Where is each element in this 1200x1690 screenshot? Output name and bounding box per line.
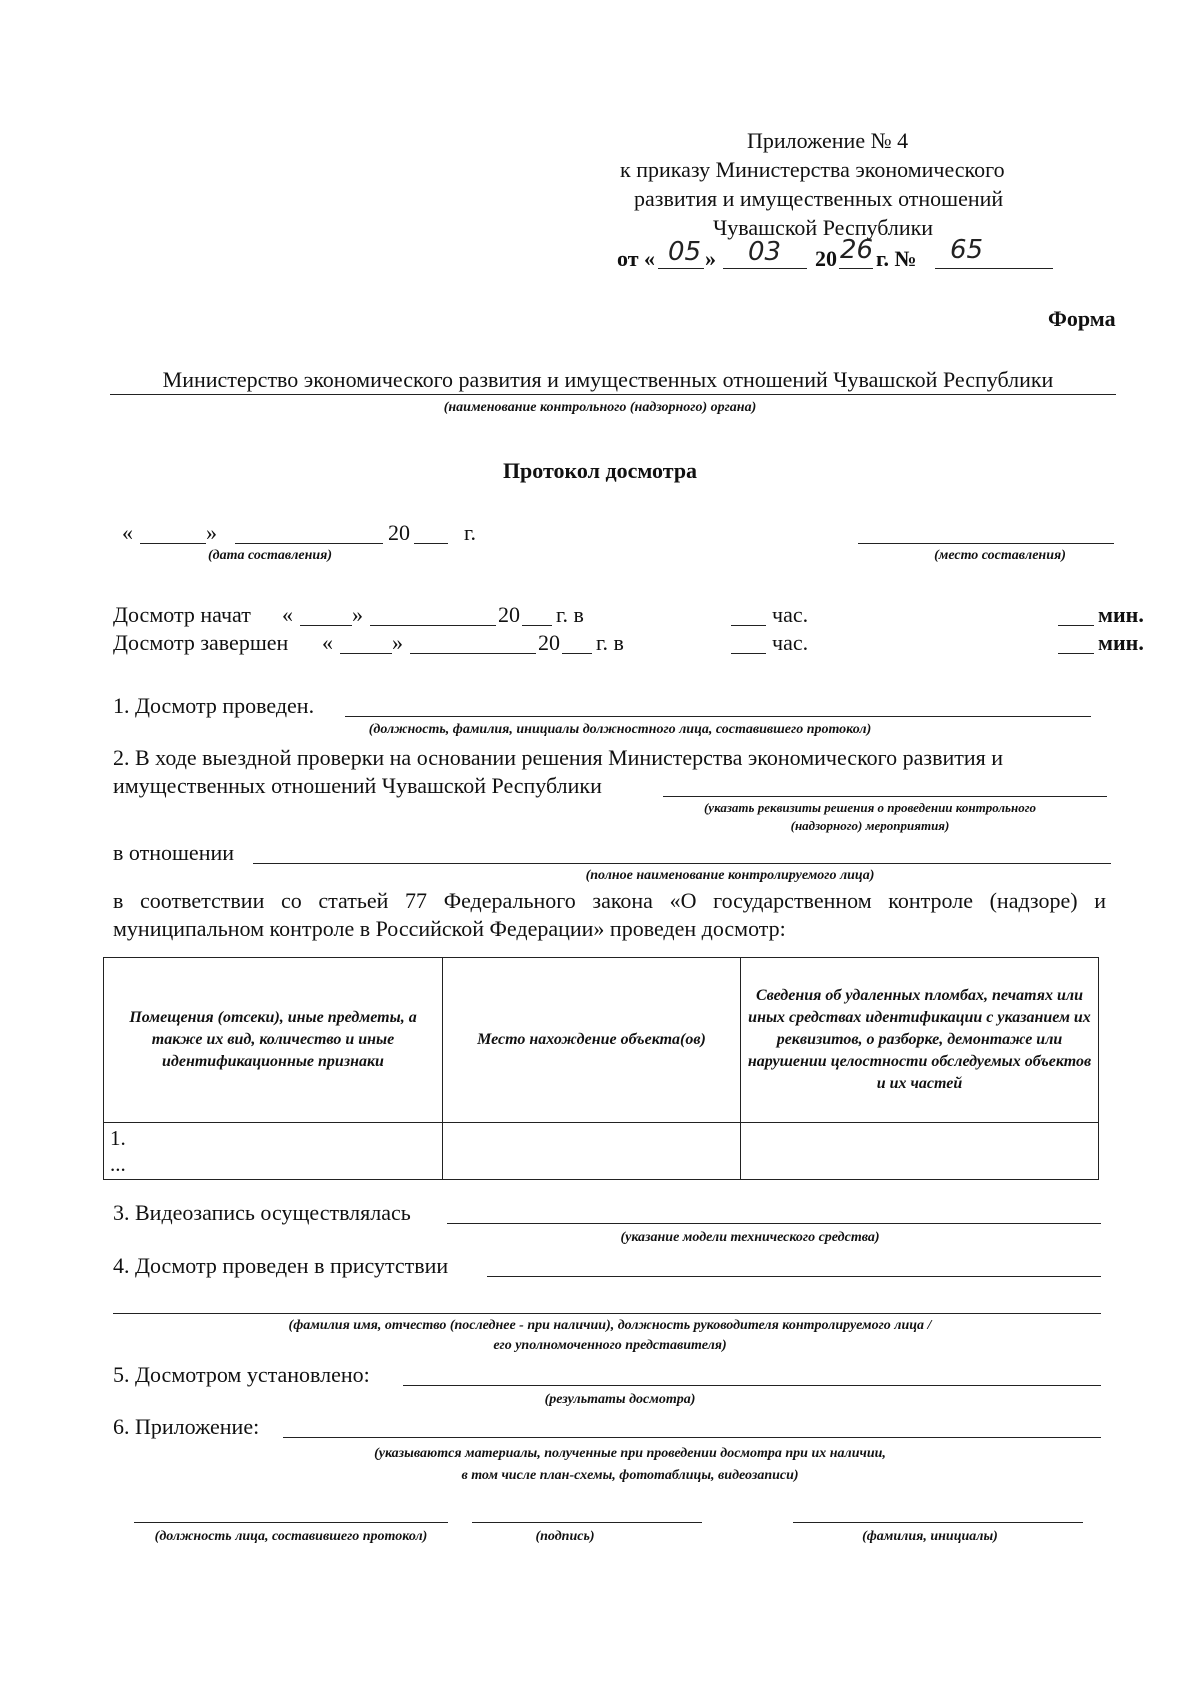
date-mid: » — [705, 246, 716, 271]
date-day-handwritten: 05 — [668, 237, 702, 267]
item5-caption: (результаты досмотра) — [544, 1392, 696, 1407]
end-day-line — [340, 653, 392, 654]
item2-line — [663, 796, 1107, 797]
table-cell-location — [443, 1123, 741, 1180]
table-cell-seals — [741, 1123, 1099, 1180]
end-minutes-line — [1058, 653, 1094, 654]
date-year-handwritten: 26 — [840, 235, 874, 265]
start-minutes-label: мин. — [1098, 602, 1144, 627]
item1-line — [345, 716, 1091, 717]
end-close-quote: » — [392, 630, 403, 655]
item3-line — [447, 1223, 1101, 1224]
start-hours-label: час. — [772, 602, 809, 627]
compose-month-line — [235, 543, 383, 544]
item1-label: 1. Досмотр проведен. — [113, 693, 315, 718]
item4-line — [487, 1276, 1101, 1277]
end-year-prefix: 20 — [538, 630, 560, 655]
date-month-handwritten: 03 — [748, 237, 782, 267]
signature-name-line — [793, 1522, 1083, 1523]
end-open-quote: « — [322, 630, 333, 655]
item2-line2: имущественных отношений Чувашской Республики — [113, 773, 602, 798]
item4-label: 4. Досмотр проведен в присутствии — [113, 1253, 449, 1278]
authority-name: Министерство экономического развития и имущественных отношений Чувашской Республики — [162, 367, 1054, 392]
end-year-line — [562, 653, 592, 654]
item3-caption: (указание модели технического средства) — [620, 1230, 880, 1245]
inspection-start-label: Досмотр начат — [113, 602, 251, 627]
compose-year-line — [414, 543, 448, 544]
end-minutes-label: мин. — [1098, 630, 1144, 655]
regarding-label: в отношении — [113, 840, 235, 865]
item2-caption1: (указать реквизиты решения о проведении контрольного — [703, 800, 1037, 815]
end-hours-label: час. — [772, 630, 809, 655]
table-header-seals: Сведения об удаленных пломбах, печатях или иных средствах идентификации с указанием их реквизитов, о разборке, демонтаже или нарушении целостности обследуемых объектов и их частей — [741, 958, 1099, 1123]
date-day-line — [658, 268, 704, 269]
date-year-line — [839, 268, 873, 269]
item4-caption1: (фамилия имя, отчество (последнее - при наличии), должность руководителя контролируемого лица / — [288, 1318, 932, 1333]
start-month-line — [370, 625, 496, 626]
signature-position-caption: (должность лица, составившего протокол) — [154, 1529, 428, 1544]
authority-line — [110, 394, 1116, 395]
order-no-handwritten: 65 — [950, 235, 984, 265]
item5-label: 5. Досмотром установлено: — [113, 1362, 370, 1387]
table-cell-premises — [104, 1123, 443, 1180]
end-hours-line — [731, 653, 766, 654]
appendix-line1: Приложение № 4 — [747, 128, 909, 153]
start-year-suffix: г. в — [556, 602, 584, 627]
page-title: Протокол досмотра — [502, 458, 698, 483]
item3-label: 3. Видеозапись осуществлялась — [113, 1200, 411, 1225]
inspection-table — [103, 957, 1099, 1180]
date-month-line — [723, 268, 807, 269]
item6-label: 6. Приложение: — [113, 1414, 260, 1439]
compose-date-caption: (дата составления) — [207, 548, 333, 563]
regarding-line — [253, 863, 1111, 864]
law-line1: в соответствии со статьей 77 Федерального закона «О государственном контроле (надзоре) и — [113, 888, 1106, 913]
start-close-quote: » — [352, 602, 363, 627]
signature-caption: (подпись) — [535, 1529, 595, 1544]
authority-caption: (наименование контрольного (надзорного) органа) — [443, 400, 757, 415]
compose-place-caption: (место составления) — [934, 548, 1066, 563]
compose-day-line — [140, 543, 206, 544]
item4-line2 — [113, 1313, 1101, 1314]
start-open-quote: « — [282, 602, 293, 627]
start-minutes-line — [1058, 625, 1094, 626]
compose-open-quote: « — [122, 520, 133, 545]
end-year-suffix: г. в — [596, 630, 624, 655]
table-row — [104, 1123, 1099, 1180]
compose-place-line — [858, 543, 1114, 544]
regarding-caption: (полное наименование контролируемого лица) — [585, 868, 875, 883]
item6-caption2: в том числе план-схемы, фототаблицы, видеозаписи) — [461, 1468, 799, 1483]
signature-position-line — [134, 1522, 448, 1523]
start-hours-line — [731, 625, 766, 626]
item1-caption: (должность, фамилия, инициалы должностного лица, составившего протокол) — [368, 722, 872, 737]
appendix-line3: развития и имущественных отношений — [634, 186, 1004, 211]
compose-close-quote: » — [206, 520, 217, 545]
item6-line — [283, 1437, 1101, 1438]
appendix-line4: Чувашской Республики — [713, 215, 934, 240]
end-month-line — [410, 653, 536, 654]
start-day-line — [300, 625, 352, 626]
item6-caption1: (указываются материалы, полученные при проведении досмотра при их наличии, — [374, 1446, 886, 1461]
compose-year-prefix: 20 — [388, 520, 410, 545]
table-row-ellipsis: ... — [110, 1152, 126, 1176]
table-header-row — [104, 958, 1099, 1123]
start-year-line — [522, 625, 552, 626]
order-no-line — [935, 268, 1053, 269]
item4-caption2: его уполномоченного представителя) — [493, 1338, 727, 1353]
date-year-prefix: 20 — [815, 246, 837, 271]
table-header-location: Место нахождение объекта(ов) — [443, 958, 741, 1123]
item5-line — [403, 1385, 1101, 1386]
signature-line — [472, 1522, 702, 1523]
table-row-number: 1. — [110, 1126, 126, 1150]
item2-line1: 2. В ходе выездной проверки на основании решения Министерства экономического развития и — [113, 745, 1004, 770]
table-header-premises: Помещения (отсеки), иные предметы, а также их вид, количество и иные идентификационные признаки — [104, 958, 443, 1123]
law-line2: муниципальном контроле в Российской Федерации» проведен досмотр: — [113, 916, 786, 941]
start-year-prefix: 20 — [498, 602, 520, 627]
appendix-line2: к приказу Министерства экономического — [620, 157, 1005, 182]
signature-name-caption: (фамилия, инициалы) — [862, 1529, 998, 1544]
compose-year-suffix: г. — [464, 520, 477, 545]
inspection-end-label: Досмотр завершен — [113, 630, 289, 655]
form-label: Форма — [1048, 306, 1116, 331]
item2-caption2: (надзорного) мероприятия) — [790, 818, 950, 833]
date-prefix: от « — [617, 246, 656, 271]
date-year-suffix: г. № — [876, 246, 917, 271]
